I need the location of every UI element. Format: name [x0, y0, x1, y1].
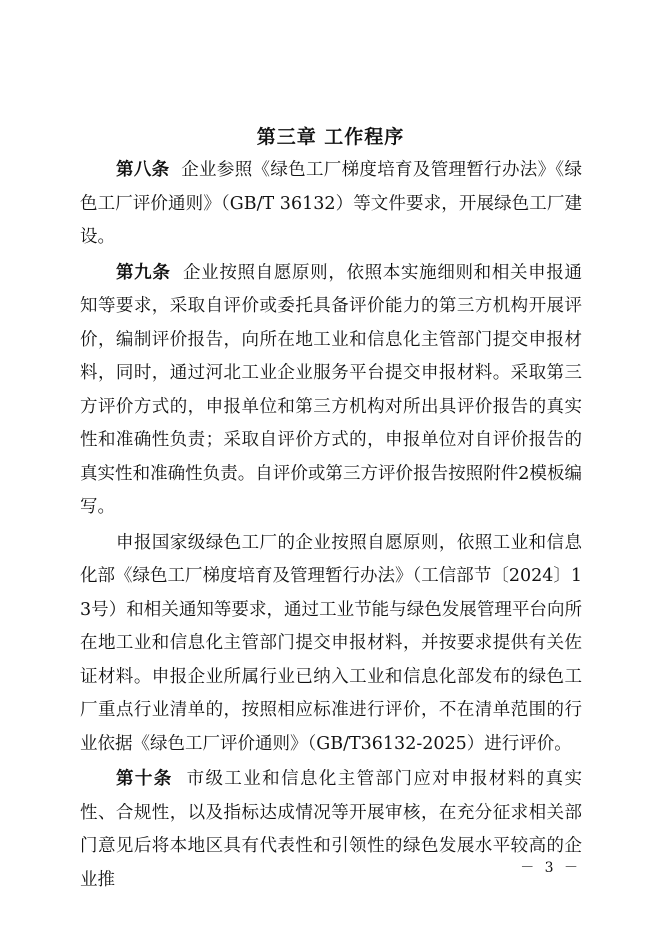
article-label: 第九条: [116, 262, 171, 283]
paragraph-national-application: [80, 527, 582, 762]
body-text: [80, 154, 582, 899]
article-text: 市级工业和信息化主管部门应对申报材料的真实性、合规性，以及指标达成情况等开展审核，在充分征求相关部门意见后将本地区具有代表性和引领性的绿色发展水平较高的企业推: [80, 769, 582, 890]
article-label: 第十条: [116, 769, 173, 789]
article-text: 企业按照自愿原则，依照本实施细则和相关申报通知等要求，采取自评价或委托具备评价能力的第三方机构开展评价，编制评价报告，向所在地工业和信息化主管部门提交申报材料，同时，通过河北工业企业服务平台提交申报材料。采取第三方评价方式的，申报单位和第三方机构对所出具评价报告的真实性和准确性负责；采取自评价方式的，申报单位对自评价报告的真实性和准确性负责。自评价或第三方评价报告按照附件2模板编写。: [80, 262, 583, 517]
article-text: 企业参照《绿色工厂梯度培育及管理暂行办法》《绿色工厂评价通则》（GB/T 36132）等文件要求，开展绿色工厂建设。: [80, 160, 582, 247]
page-number: － 3 －: [520, 860, 581, 876]
paragraph-article-8: [80, 154, 582, 255]
paragraph-article-9: [80, 257, 582, 525]
paragraph-article-10: [80, 763, 582, 897]
article-label: 第八条: [116, 160, 170, 180]
paragraph-text: 申报国家级绿色工厂的企业按照自愿原则，依照工业和信息化部《绿色工厂梯度培育及管理暂行办法》（工信部节〔2024〕13号）和相关通知等要求，通过工业节能与绿色发展管理平台向所在地工业和信息化主管部门提交申报材料，并按要求提供有关佐证材料。申报企业所属行业已纳入工业和信息化部发布的绿色工厂重点行业清单的，按照相应标准进行评价，不在清单范围的行业依据《绿色工厂评价通则》（GB/T36132-2025）进行评价。: [80, 532, 582, 754]
chapter-title: 第三章 工作程序: [256, 126, 405, 148]
